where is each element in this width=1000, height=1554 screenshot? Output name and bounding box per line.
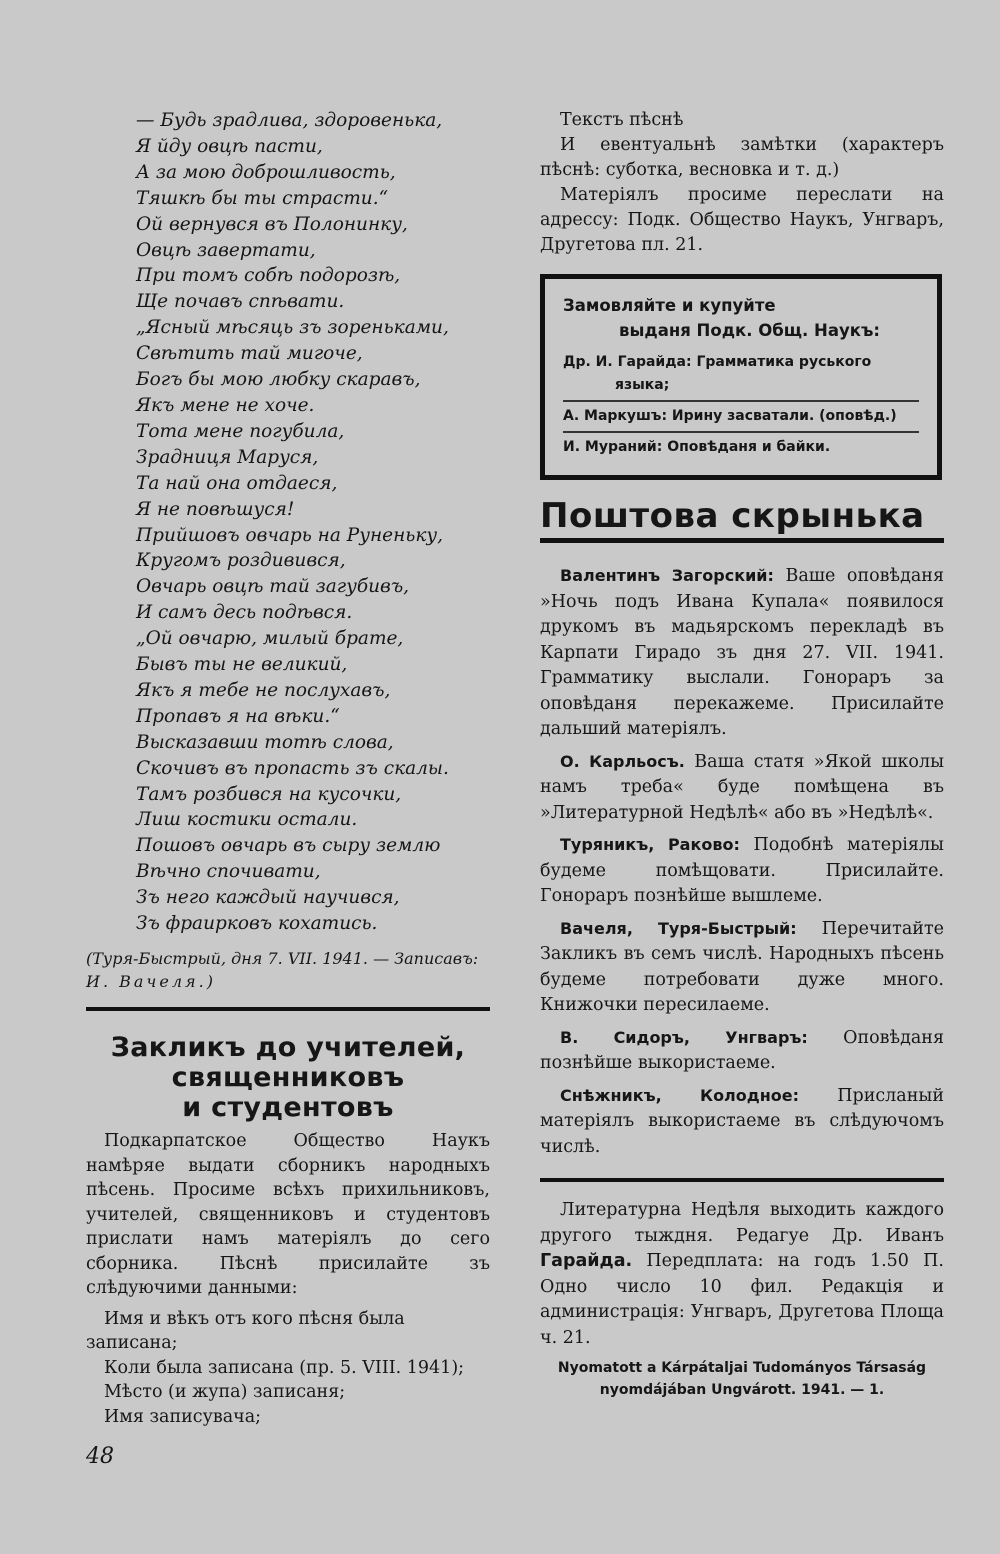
section-divider	[540, 1178, 944, 1182]
imprint-paragraph: Литературна Недѣля выходить каждого другого тыждня. Редагуе Др. Иванъ Гарайда. Передплата: на годъ 1.50 П. Одно число 10 фил. Редакцiя и администрацiя: Унгваръ, Другетова Площа ч. 21.	[540, 1200, 944, 1348]
poem-line: Зъ него каждый научився,	[136, 887, 400, 909]
poem-line: Тяшкѣ бы ты страсти.“	[136, 187, 389, 209]
left-column	[86, 108, 490, 1429]
letter-addressee: Туряникъ, Раково:	[560, 835, 740, 854]
order-box	[540, 274, 942, 480]
poem-line: „Ясный мѣсяць зъ зореньками,	[136, 317, 449, 339]
poem-line: При томъ собѣ подорозѣ,	[136, 265, 401, 287]
source-line-2: И. Вачеля.)	[86, 972, 213, 991]
letter-addressee: Валентинъ Загорский:	[560, 566, 774, 585]
appeal-paragraph: Подкарпатское Общество Наукъ намѣряе выдати сборникъ народныхъ пѣсень. Просиме всѣхъ прихильниковъ, учителей, священниковъ и студентовъ прислати намъ матерiялъ до сего сборника. Пѣснѣ присилайте зъ слѣдуючими данными:	[86, 1131, 490, 1298]
order-item-murany: И. Мураний: Оповѣданя и байки.	[563, 439, 831, 455]
appeal-field-4: Имя записувача;	[104, 1406, 262, 1427]
letter-addressee: О. Карльосъ.	[560, 751, 685, 771]
mailbox-letter	[540, 749, 944, 827]
editor-name: Гарайда.	[540, 1251, 633, 1271]
letter-addressee: В. Сидоръ, Унгваръ:	[560, 1027, 808, 1047]
section-divider	[86, 1007, 490, 1011]
poem-line: Овчарь овцѣ тай загубивъ,	[136, 576, 410, 598]
poem-line: Ще почавъ спѣвати.	[136, 291, 345, 313]
poem-line: Я не повѣшуся!	[136, 498, 295, 520]
poem-line: Богъ бы мою любку скаравъ,	[136, 369, 421, 391]
poem-line: Якъ я тебе не послухавъ,	[136, 679, 391, 701]
mailbox-letter	[540, 563, 944, 743]
poem-line: Кругомъ роздивився,	[136, 550, 346, 572]
mailbox-letters	[540, 563, 944, 1160]
poem-line: Пропавъ я на вѣки.“	[136, 705, 340, 727]
source-line-1: (Туря-Быстрый, дня 7. VII. 1941. — Записавъ:	[86, 949, 479, 968]
order-box-separator	[563, 431, 919, 433]
mailbox-letter	[540, 916, 944, 1019]
order-box-separator	[563, 400, 919, 402]
poem-source-note	[86, 947, 490, 993]
letter-text: Перечитайте Закликъ въ семъ числѣ. Народныхъ пѣсень будеме потребовати дуже много. Книжочки пересилаеме.	[540, 918, 944, 1015]
letter-text: Ваша статя »Якой школы намъ треба« буде помѣщена въ »Литературной Недѣлѣ« або въ »Недѣлѣ«.	[540, 751, 944, 823]
poem-line: Овцѣ завертати,	[136, 239, 316, 261]
poem-line: Свѣтить тай мигоче,	[136, 343, 363, 365]
poem-line: Лиш костики остали.	[136, 809, 358, 831]
order-item-grammar: Др. И. Гарайда: Грамматика руського языка;	[563, 354, 872, 393]
letter-text: Оповѣданя познѣйше выкористаеме.	[540, 1027, 944, 1073]
poem-line: Якъ мене не хоче.	[136, 394, 315, 416]
poem-line: Тамъ розбився на кусочки,	[136, 783, 402, 805]
poem-line: Я йду овцѣ пасти,	[136, 135, 323, 157]
letter-text: Ваше оповѣданя »Ночь подъ Ивана Купала« появилося друкомъ въ мадьярскомъ перекладѣ въ Карпати Гирадо зъ дня 27. VII. 1941. Грамматику выслали. Гонораръ за оповѣданя перекажеме. Присилайте дальший матерiялъ.	[540, 566, 944, 739]
mailbox-letter	[540, 832, 944, 910]
poem-line: Бывъ ты не великий,	[136, 654, 348, 676]
send-address: Матерiялъ просиме переслати на адрессу: Подк. Общество Наукъ, Унгваръ, Другетова пл. 21.	[540, 185, 944, 255]
mailbox-letter	[540, 1083, 944, 1161]
poem-line: Прийшовъ овчарь на Руненьку,	[136, 524, 444, 546]
appeal-field-3: Мѣсто (и жупа) записаня;	[104, 1382, 346, 1402]
appeal-heading: Закликъ до учителей, священниковъ и студентовъ	[110, 1032, 466, 1123]
poem-line: Высказавши тотѣ слова,	[136, 731, 394, 753]
poem-line: Скочивъ въ пропасть зъ скалы.	[136, 757, 449, 779]
poem-line: „Ой овчарю, милый брате,	[136, 628, 404, 650]
mailbox-letter	[540, 1025, 944, 1077]
poem-line: Тота мене погубила,	[136, 420, 345, 442]
appeal-field-1: Имя и вѣкъ отъ кого пѣсня была записана;	[86, 1308, 405, 1353]
mailbox-heading: Поштова скрынька	[540, 496, 944, 543]
letter-text: Присланый матерiялъ выкористаеме въ слѣдуючомъ числѣ.	[540, 1085, 944, 1157]
field-song-text: Текстъ пѣснѣ	[560, 110, 684, 130]
recorder-name: И. Вачеля.	[86, 972, 207, 991]
poem-line: Та най она отдаеся,	[136, 472, 338, 494]
right-column	[540, 108, 944, 1401]
page-number: 48	[86, 1444, 114, 1469]
field-notes: И евентуальнѣ замѣтки (характеръ пѣснѣ: суботка, весновка и т. д.)	[540, 135, 944, 180]
poem-line: Ой вернувся въ Полонинку,	[136, 213, 408, 235]
poem-line: И самъ десь подѣвся.	[136, 602, 353, 624]
poem-line: Вѣчно спочивати,	[136, 861, 321, 883]
poem-line: — Будь зрадлива, здоровенька,	[136, 110, 443, 131]
poem-line: Зъ фраирковъ кохатись.	[136, 913, 378, 935]
letter-addressee: Вачеля, Туря-Быстрый:	[560, 918, 797, 938]
folk-song-poem	[136, 108, 490, 937]
letter-text: Подобнѣ матерiялы будеме помѣщовати. Присилайте. Гонораръ познѣйше вышлеме.	[540, 835, 944, 906]
appeal-field-2: Коли была записана (пр. 5. VIII. 1941);	[104, 1357, 465, 1378]
printer-note: Nyomatott a Kárpátaljai Tudományos Társaság nyomdájában Ungvárott. 1941. — 1.	[557, 1360, 927, 1398]
poem-line: Зрадниця Маруся,	[136, 446, 319, 468]
poem-line: Пошовъ овчарь въ сыру землю	[136, 835, 441, 857]
poem-line: А за мою доброшливость,	[136, 161, 396, 183]
order-item-markush: А. Маркушъ: Ирину засватали. (оповѣд.)	[563, 408, 897, 424]
order-box-title: Замовляйте и купуйте выданя Подк. Общ. Наукъ:	[563, 296, 880, 340]
letter-addressee: Снѣжникъ, Колодное:	[560, 1085, 799, 1105]
